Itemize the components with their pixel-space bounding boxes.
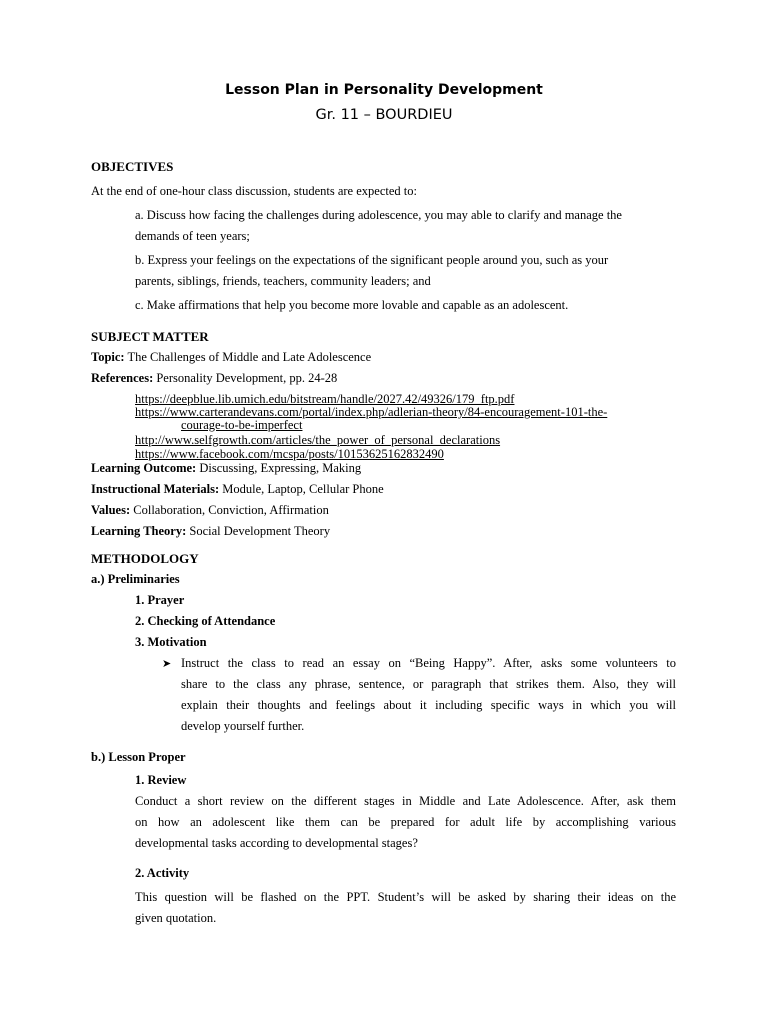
learning-outcome-row bbox=[91, 461, 361, 476]
review-line1: Conduct a short review on the different stages in Middle and Late Adolescence. After, ask them bbox=[135, 794, 676, 808]
document-title: Lesson Plan in Personality Development bbox=[225, 82, 543, 98]
methodology-heading: METHODOLOGY bbox=[91, 551, 199, 566]
reference-link-deepblue[interactable]: https://deepblue.lib.umich.edu/bitstream/handle/2027.42/49326/179_ftp.pdf bbox=[135, 392, 515, 406]
values-row bbox=[91, 503, 329, 518]
objective-a-line1: a. Discuss how facing the challenges during adolescence, you may able to clarify and manage the bbox=[135, 208, 622, 222]
values-label: Values: bbox=[91, 503, 131, 517]
learning-outcome-label: Learning Outcome: bbox=[91, 461, 197, 475]
reference-link-carterandevans[interactable]: https://www.carterandevans.com/portal/index.php/adlerian-theory/84-encouragement-101-the- bbox=[135, 405, 608, 419]
topic-value: The Challenges of Middle and Late Adolescence bbox=[127, 350, 372, 364]
preliminaries-heading: a.) Preliminaries bbox=[91, 572, 180, 586]
document-subtitle: Gr. 11 – BOURDIEU bbox=[315, 107, 453, 123]
references-value: Personality Development, pp. 24-28 bbox=[156, 371, 338, 385]
motivation-line2: share to the class any phrase, sentence, or paragraph that strikes them. Also, they will bbox=[181, 677, 676, 691]
learning-theory-label: Learning Theory: bbox=[91, 524, 187, 538]
review-line2: on how an adolescent like them can be prepared for adult life by accomplishing various bbox=[135, 815, 676, 829]
objectives-heading: OBJECTIVES bbox=[91, 159, 174, 174]
objective-c-line1: c. Make affirmations that help you become more lovable and capable as an adolescent. bbox=[135, 298, 569, 312]
learning-theory-value: Social Development Theory bbox=[189, 524, 331, 538]
instructional-materials-value: Module, Laptop, Cellular Phone bbox=[222, 482, 384, 496]
objective-a-line2: demands of teen years; bbox=[135, 229, 250, 243]
reference-link-facebook[interactable]: https://www.facebook.com/mcspa/posts/10153625162832490 bbox=[135, 447, 444, 461]
arrow-bullet-icon: ➤ bbox=[162, 657, 172, 670]
learning-outcome-value: Discussing, Expressing, Making bbox=[199, 461, 362, 475]
review-item: 1. Review bbox=[135, 773, 187, 787]
motivation-item bbox=[135, 635, 207, 650]
values-value: Collaboration, Conviction, Affirmation bbox=[133, 503, 329, 517]
lesson-proper-heading: b.) Lesson Proper bbox=[91, 750, 186, 764]
motivation-line1: Instruct the class to read an essay on “Being Happy”. After, asks some volunteers to bbox=[181, 656, 676, 670]
activity-item: 2. Activity bbox=[135, 866, 190, 880]
activity-line2: given quotation. bbox=[135, 911, 217, 925]
objective-b-line1: b. Express your feelings on the expectations of the significant people around you, such as your bbox=[135, 253, 609, 267]
topic-row bbox=[91, 350, 371, 365]
references-label: References: bbox=[91, 371, 154, 385]
motivation-line3: explain their thoughts and feelings about it including specific ways in which you will bbox=[181, 698, 676, 712]
reference-link-selfgrowth[interactable]: http://www.selfgrowth.com/articles/the_power_of_personal_declarations bbox=[135, 433, 501, 447]
objective-b-line2: parents, siblings, friends, teachers, community leaders; and bbox=[135, 274, 431, 288]
prayer-item: 1. Prayer bbox=[135, 593, 185, 607]
attendance-item: 2. Checking of Attendance bbox=[135, 614, 276, 628]
objectives-intro: At the end of one-hour class discussion, students are expected to: bbox=[91, 184, 417, 198]
review-line3: developmental tasks according to developmental stages? bbox=[135, 836, 418, 850]
learning-theory-row bbox=[91, 524, 330, 539]
instructional-materials-label: Instructional Materials: bbox=[91, 482, 220, 496]
motivation-line4: develop yourself further. bbox=[181, 719, 305, 733]
activity-line1: This question will be flashed on the PPT. Student’s will be asked by sharing their ideas on the bbox=[135, 890, 676, 904]
instructional-materials-row bbox=[91, 482, 384, 497]
references-row bbox=[91, 371, 337, 386]
topic-label: Topic: bbox=[91, 350, 125, 364]
reference-link-carterandevans-cont[interactable]: courage-to-be-imperfect bbox=[181, 418, 303, 432]
motivation-label: 3. Motivation bbox=[135, 635, 207, 649]
subject-matter-heading: SUBJECT MATTER bbox=[91, 329, 209, 344]
